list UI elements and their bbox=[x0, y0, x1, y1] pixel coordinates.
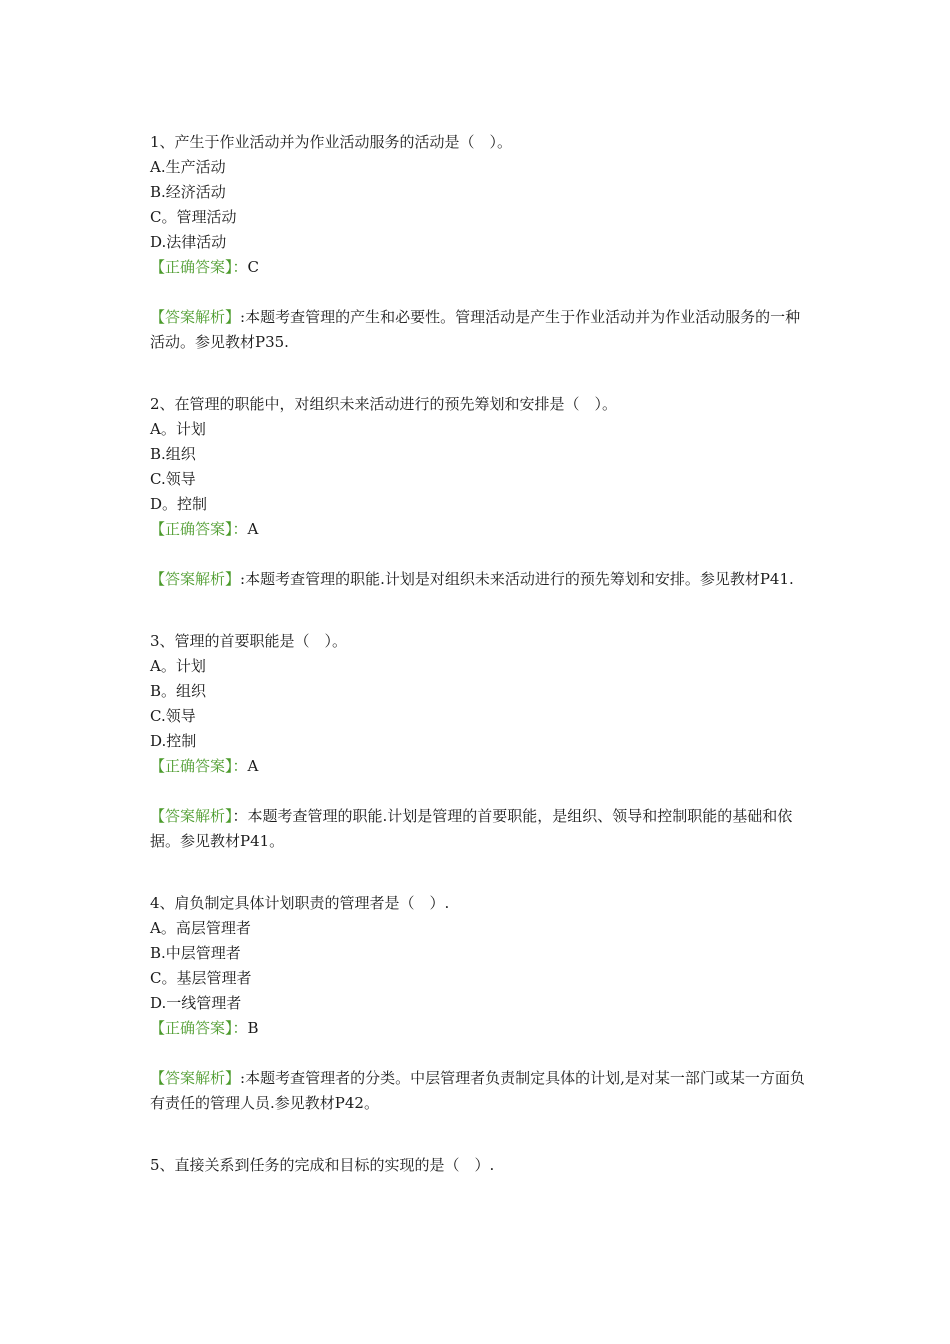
analysis-text: :本题考查管理者的分类。中层管理者负责制定具体的计划,是对某一部门或某一方面负有责任的管理人员.参见教材P42。 bbox=[150, 1069, 805, 1112]
question-stem: 3、管理的首要职能是（ ）。 bbox=[150, 632, 348, 650]
question-stem: 1、产生于作业活动并为作业活动服务的活动是（ ）。 bbox=[150, 133, 513, 151]
question-3 bbox=[150, 629, 810, 854]
document-page bbox=[150, 130, 810, 1178]
answer-value: B bbox=[247, 1019, 259, 1037]
analysis-text: :本题考查管理的职能.计划是对组织未来活动进行的预先筹划和安排。参见教材P41. bbox=[240, 570, 794, 588]
answer-value: C bbox=[247, 258, 259, 276]
answer-value: A bbox=[247, 520, 259, 538]
question-5 bbox=[150, 1153, 810, 1178]
option-b: B.中层管理者 bbox=[150, 944, 241, 962]
option-d: D.法律活动 bbox=[150, 233, 227, 251]
analysis-label: 【答案解析】 bbox=[150, 570, 241, 588]
option-a: A.生产活动 bbox=[150, 158, 226, 176]
question-1 bbox=[150, 130, 810, 355]
analysis-block bbox=[150, 567, 810, 592]
option-c: C.领导 bbox=[150, 707, 196, 725]
analysis-block bbox=[150, 1066, 810, 1116]
option-d: D.一线管理者 bbox=[150, 994, 242, 1012]
option-b: B.组织 bbox=[150, 445, 196, 463]
question-stem: 2、在管理的职能中，对组织未来活动进行的预先筹划和安排是（ ）。 bbox=[150, 395, 618, 413]
question-2 bbox=[150, 392, 810, 592]
answer-line bbox=[150, 1016, 810, 1041]
analysis-block bbox=[150, 305, 810, 355]
option-d: D.控制 bbox=[150, 732, 197, 750]
analysis-label: 【答案解析】 bbox=[150, 807, 233, 825]
answer-value: A bbox=[247, 757, 259, 775]
analysis-text: :本题考查管理的产生和必要性。管理活动是产生于作业活动并为作业活动服务的一种活动。参见教材P35. bbox=[150, 308, 801, 351]
analysis-label: 【答案解析】 bbox=[150, 1069, 241, 1087]
question-4 bbox=[150, 891, 810, 1116]
answer-label: 【正确答案】： bbox=[150, 520, 248, 538]
answer-line bbox=[150, 517, 810, 542]
answer-line bbox=[150, 255, 810, 280]
option-d: D。控制 bbox=[150, 495, 208, 513]
answer-line bbox=[150, 754, 810, 779]
option-a: A。计划 bbox=[150, 420, 206, 438]
answer-label: 【正确答案】： bbox=[150, 757, 248, 775]
option-a: A。高层管理者 bbox=[150, 919, 251, 937]
option-b: B.经济活动 bbox=[150, 183, 226, 201]
analysis-block bbox=[150, 804, 810, 854]
option-c: C。基层管理者 bbox=[150, 969, 252, 987]
analysis-text: ：本题考查管理的职能.计划是管理的首要职能，是组织、领导和控制职能的基础和依据。参见教材P41。 bbox=[150, 807, 793, 850]
analysis-label: 【答案解析】 bbox=[150, 308, 241, 326]
option-a: A。计划 bbox=[150, 657, 206, 675]
question-stem: 4、肩负制定具体计划职责的管理者是（ ）. bbox=[150, 894, 450, 912]
answer-label: 【正确答案】： bbox=[150, 258, 248, 276]
option-c: C。管理活动 bbox=[150, 208, 237, 226]
option-c: C.领导 bbox=[150, 470, 196, 488]
option-b: B。组织 bbox=[150, 682, 207, 700]
answer-label: 【正确答案】： bbox=[150, 1019, 248, 1037]
question-stem: 5、直接关系到任务的完成和目标的实现的是（ ）. bbox=[150, 1156, 495, 1174]
